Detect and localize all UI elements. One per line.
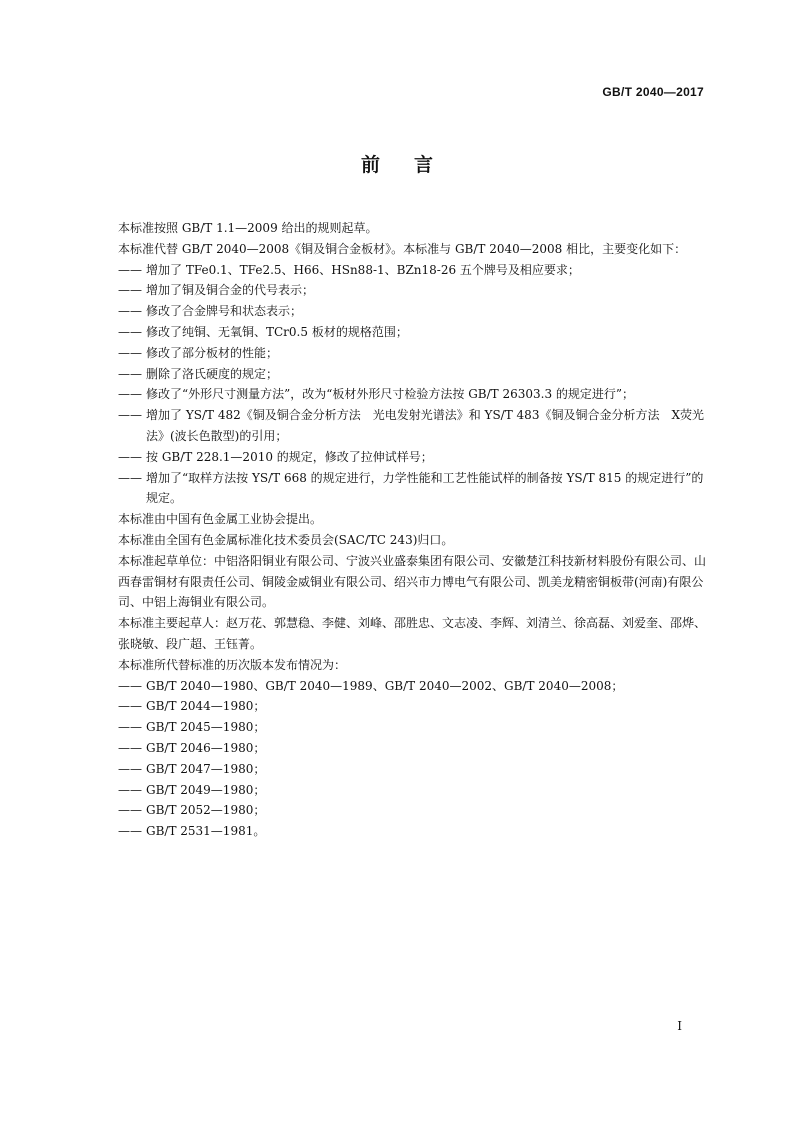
list-item: —— 修改了纯铜、无氧铜、TCr0.5 板材的规格范围； bbox=[118, 324, 408, 339]
paragraph-drafting-units: 本标准起草单位：中铝洛阳铜业有限公司、宁波兴业盛泰集团有限公司、安徽楚江科技新材料股份有限公司、山西春雷铜材有限责任公司、铜陵金威铜业有限公司、绍兴市力博电气有限公司、凯美龙精密铜板带(河南)有限公司、中铝上海铜业有限公司。 bbox=[118, 553, 707, 610]
list-item: —— 按 GB/T 228.1—2010 的规定，修改了拉伸试样号； bbox=[118, 449, 433, 464]
paragraph-centralized-by: 本标准由全国有色金属标准化技术委员会(SAC/TC 243)归口。 bbox=[118, 532, 454, 547]
list-item: —— GB/T 2049—1980； bbox=[118, 782, 266, 797]
paragraph-drafting-rule: 本标准按照 GB/T 1.1—2009 给出的规则起草。 bbox=[118, 221, 378, 235]
foreword-body bbox=[118, 218, 708, 842]
list-item: —— GB/T 2040—1980、GB/T 2040—1989、GB/T 2040—2002、GB/T 2040—2008； bbox=[118, 678, 624, 693]
list-item: —— GB/T 2052—1980； bbox=[118, 803, 266, 818]
page-number: I bbox=[677, 1019, 682, 1033]
page-title: 前言 bbox=[360, 154, 467, 176]
list-item: —— 增加了 YS/T 482《铜及铜合金分析方法 光电发射光谱法》和 YS/T 483《铜及铜合金分析方法 X荧光法》(波长色散型)的引用； bbox=[118, 408, 704, 443]
list-item: —— GB/T 2047—1980； bbox=[118, 761, 266, 776]
list-item: —— 增加了铜及铜合金的代号表示； bbox=[118, 283, 315, 298]
list-item: —— GB/T 2046—1980； bbox=[118, 740, 266, 755]
list-item: —— 增加了 TFe0.1、TFe2.5、H66、HSn88-1、BZn18-26 五个牌号及相应要求； bbox=[118, 262, 580, 277]
changes-list bbox=[118, 260, 708, 510]
paragraph-history-intro: 本标准所代替标准的历次版本发布情况为： bbox=[118, 657, 347, 672]
paragraph-proposed-by: 本标准由中国有色金属工业协会提出。 bbox=[118, 512, 323, 527]
list-item: —— 增加了“取样方法按 YS/T 668 的规定进行，力学性能和工艺性能试样的制备按 YS/T 815 的规定进行”的规定。 bbox=[118, 470, 704, 506]
list-item: —— GB/T 2531—1981。 bbox=[118, 824, 266, 839]
history-list bbox=[118, 676, 708, 842]
list-item: —— 修改了“外形尺寸测量方法”，改为“板材外形尺寸检验方法按 GB/T 26303.3 的规定进行”； bbox=[118, 387, 635, 402]
list-item: —— GB/T 2044—1980； bbox=[118, 699, 266, 714]
list-item: —— 修改了部分板材的性能； bbox=[118, 345, 279, 360]
list-item: —— 修改了合金牌号和状态表示； bbox=[118, 304, 303, 319]
standard-code-header: GB/T 2040—2017 bbox=[602, 85, 704, 99]
list-item: —— GB/T 2045—1980； bbox=[118, 720, 266, 735]
paragraph-replaces: 本标准代替 GB/T 2040—2008《铜及铜合金板材》。本标准与 GB/T 2040—2008 相比，主要变化如下： bbox=[118, 241, 687, 256]
paragraph-drafters: 本标准主要起草人：赵万花、郭慧稳、李健、刘峰、邵胜忠、文志凌、李辉、刘清兰、徐高磊、刘爱奎、邵烨、张晓敏、段广超、王钰菁。 bbox=[118, 616, 707, 651]
list-item: —— 删除了洛氏硬度的规定； bbox=[118, 366, 279, 381]
